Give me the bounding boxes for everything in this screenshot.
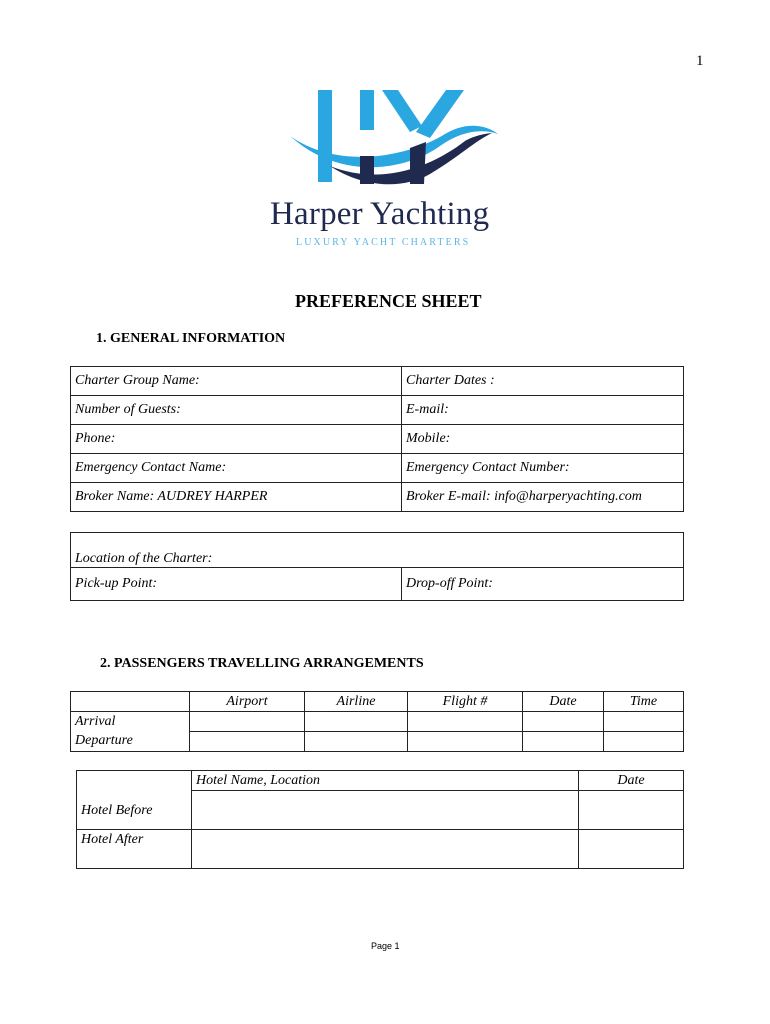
table-row xyxy=(77,791,684,830)
brand-tagline: LUXURY YACHT CHARTERS xyxy=(296,237,471,248)
departure-time-cell[interactable] xyxy=(604,732,684,752)
time-header: Time xyxy=(604,692,684,712)
location-table xyxy=(70,532,684,601)
airport-header: Airport xyxy=(190,692,305,712)
arrival-flight-cell[interactable] xyxy=(408,712,523,732)
mobile-field[interactable]: Mobile: xyxy=(402,425,684,454)
arrival-airline-cell[interactable] xyxy=(305,712,408,732)
arrival-date-cell[interactable] xyxy=(523,712,604,732)
travel-table xyxy=(70,691,684,752)
brand-name: Harper Yachting xyxy=(270,196,490,232)
emergency-contact-name-field[interactable]: Emergency Contact Name: xyxy=(71,454,402,483)
departure-airline-cell[interactable] xyxy=(305,732,408,752)
hy-monogram-icon xyxy=(270,86,500,196)
pickup-point-field[interactable]: Pick-up Point: xyxy=(71,568,402,601)
page-number: 1 xyxy=(696,53,704,69)
airline-header: Airline xyxy=(305,692,408,712)
hotel-corner-cell xyxy=(77,771,192,791)
hotel-after-name-cell[interactable] xyxy=(192,830,579,869)
hotel-before-name-cell[interactable] xyxy=(192,791,579,830)
table-row xyxy=(71,454,684,483)
departure-label: Departure xyxy=(71,732,190,752)
table-row xyxy=(71,692,684,712)
hotel-before-date-cell[interactable] xyxy=(579,791,684,830)
hotel-before-label: Hotel Before xyxy=(77,791,192,830)
departure-date-cell[interactable] xyxy=(523,732,604,752)
hotel-name-header: Hotel Name, Location xyxy=(192,771,579,791)
broker-name-field: Broker Name: AUDREY HARPER xyxy=(71,483,402,512)
arrival-airport-cell[interactable] xyxy=(190,712,305,732)
charter-dates-field[interactable]: Charter Dates : xyxy=(402,367,684,396)
table-row xyxy=(71,483,684,512)
email-field[interactable]: E-mail: xyxy=(402,396,684,425)
general-info-table xyxy=(70,366,684,512)
travel-corner-cell xyxy=(71,692,190,712)
table-row xyxy=(71,367,684,396)
hotel-after-label: Hotel After xyxy=(77,830,192,869)
table-row xyxy=(71,425,684,454)
page-title: PREFERENCE SHEET xyxy=(295,291,482,311)
section-passengers-heading: 2. PASSENGERS TRAVELLING ARRANGEMENTS xyxy=(100,656,424,671)
arrival-label: Arrival xyxy=(71,712,190,732)
departure-airport-cell[interactable] xyxy=(190,732,305,752)
charter-location-field[interactable]: Location of the Charter: xyxy=(71,533,684,568)
table-row xyxy=(71,712,684,732)
departure-flight-cell[interactable] xyxy=(408,732,523,752)
phone-field[interactable]: Phone: xyxy=(71,425,402,454)
charter-group-name-field[interactable]: Charter Group Name: xyxy=(71,367,402,396)
date-header: Date xyxy=(523,692,604,712)
table-row xyxy=(71,732,684,752)
section-general-heading: 1. GENERAL INFORMATION xyxy=(96,331,286,346)
broker-email-field: Broker E-mail: info@harperyachting.com xyxy=(402,483,684,512)
table-row xyxy=(71,568,684,601)
table-row xyxy=(71,396,684,425)
hotel-table xyxy=(76,770,684,869)
number-of-guests-field[interactable]: Number of Guests: xyxy=(71,396,402,425)
dropoff-point-field[interactable]: Drop-off Point: xyxy=(402,568,684,601)
hotel-date-header: Date xyxy=(579,771,684,791)
hotel-after-date-cell[interactable] xyxy=(579,830,684,869)
page-footer: Page 1 xyxy=(371,941,400,951)
table-row xyxy=(71,533,684,568)
flight-header: Flight # xyxy=(408,692,523,712)
emergency-contact-number-field[interactable]: Emergency Contact Number: xyxy=(402,454,684,483)
table-row xyxy=(77,830,684,869)
table-row xyxy=(77,771,684,791)
arrival-time-cell[interactable] xyxy=(604,712,684,732)
